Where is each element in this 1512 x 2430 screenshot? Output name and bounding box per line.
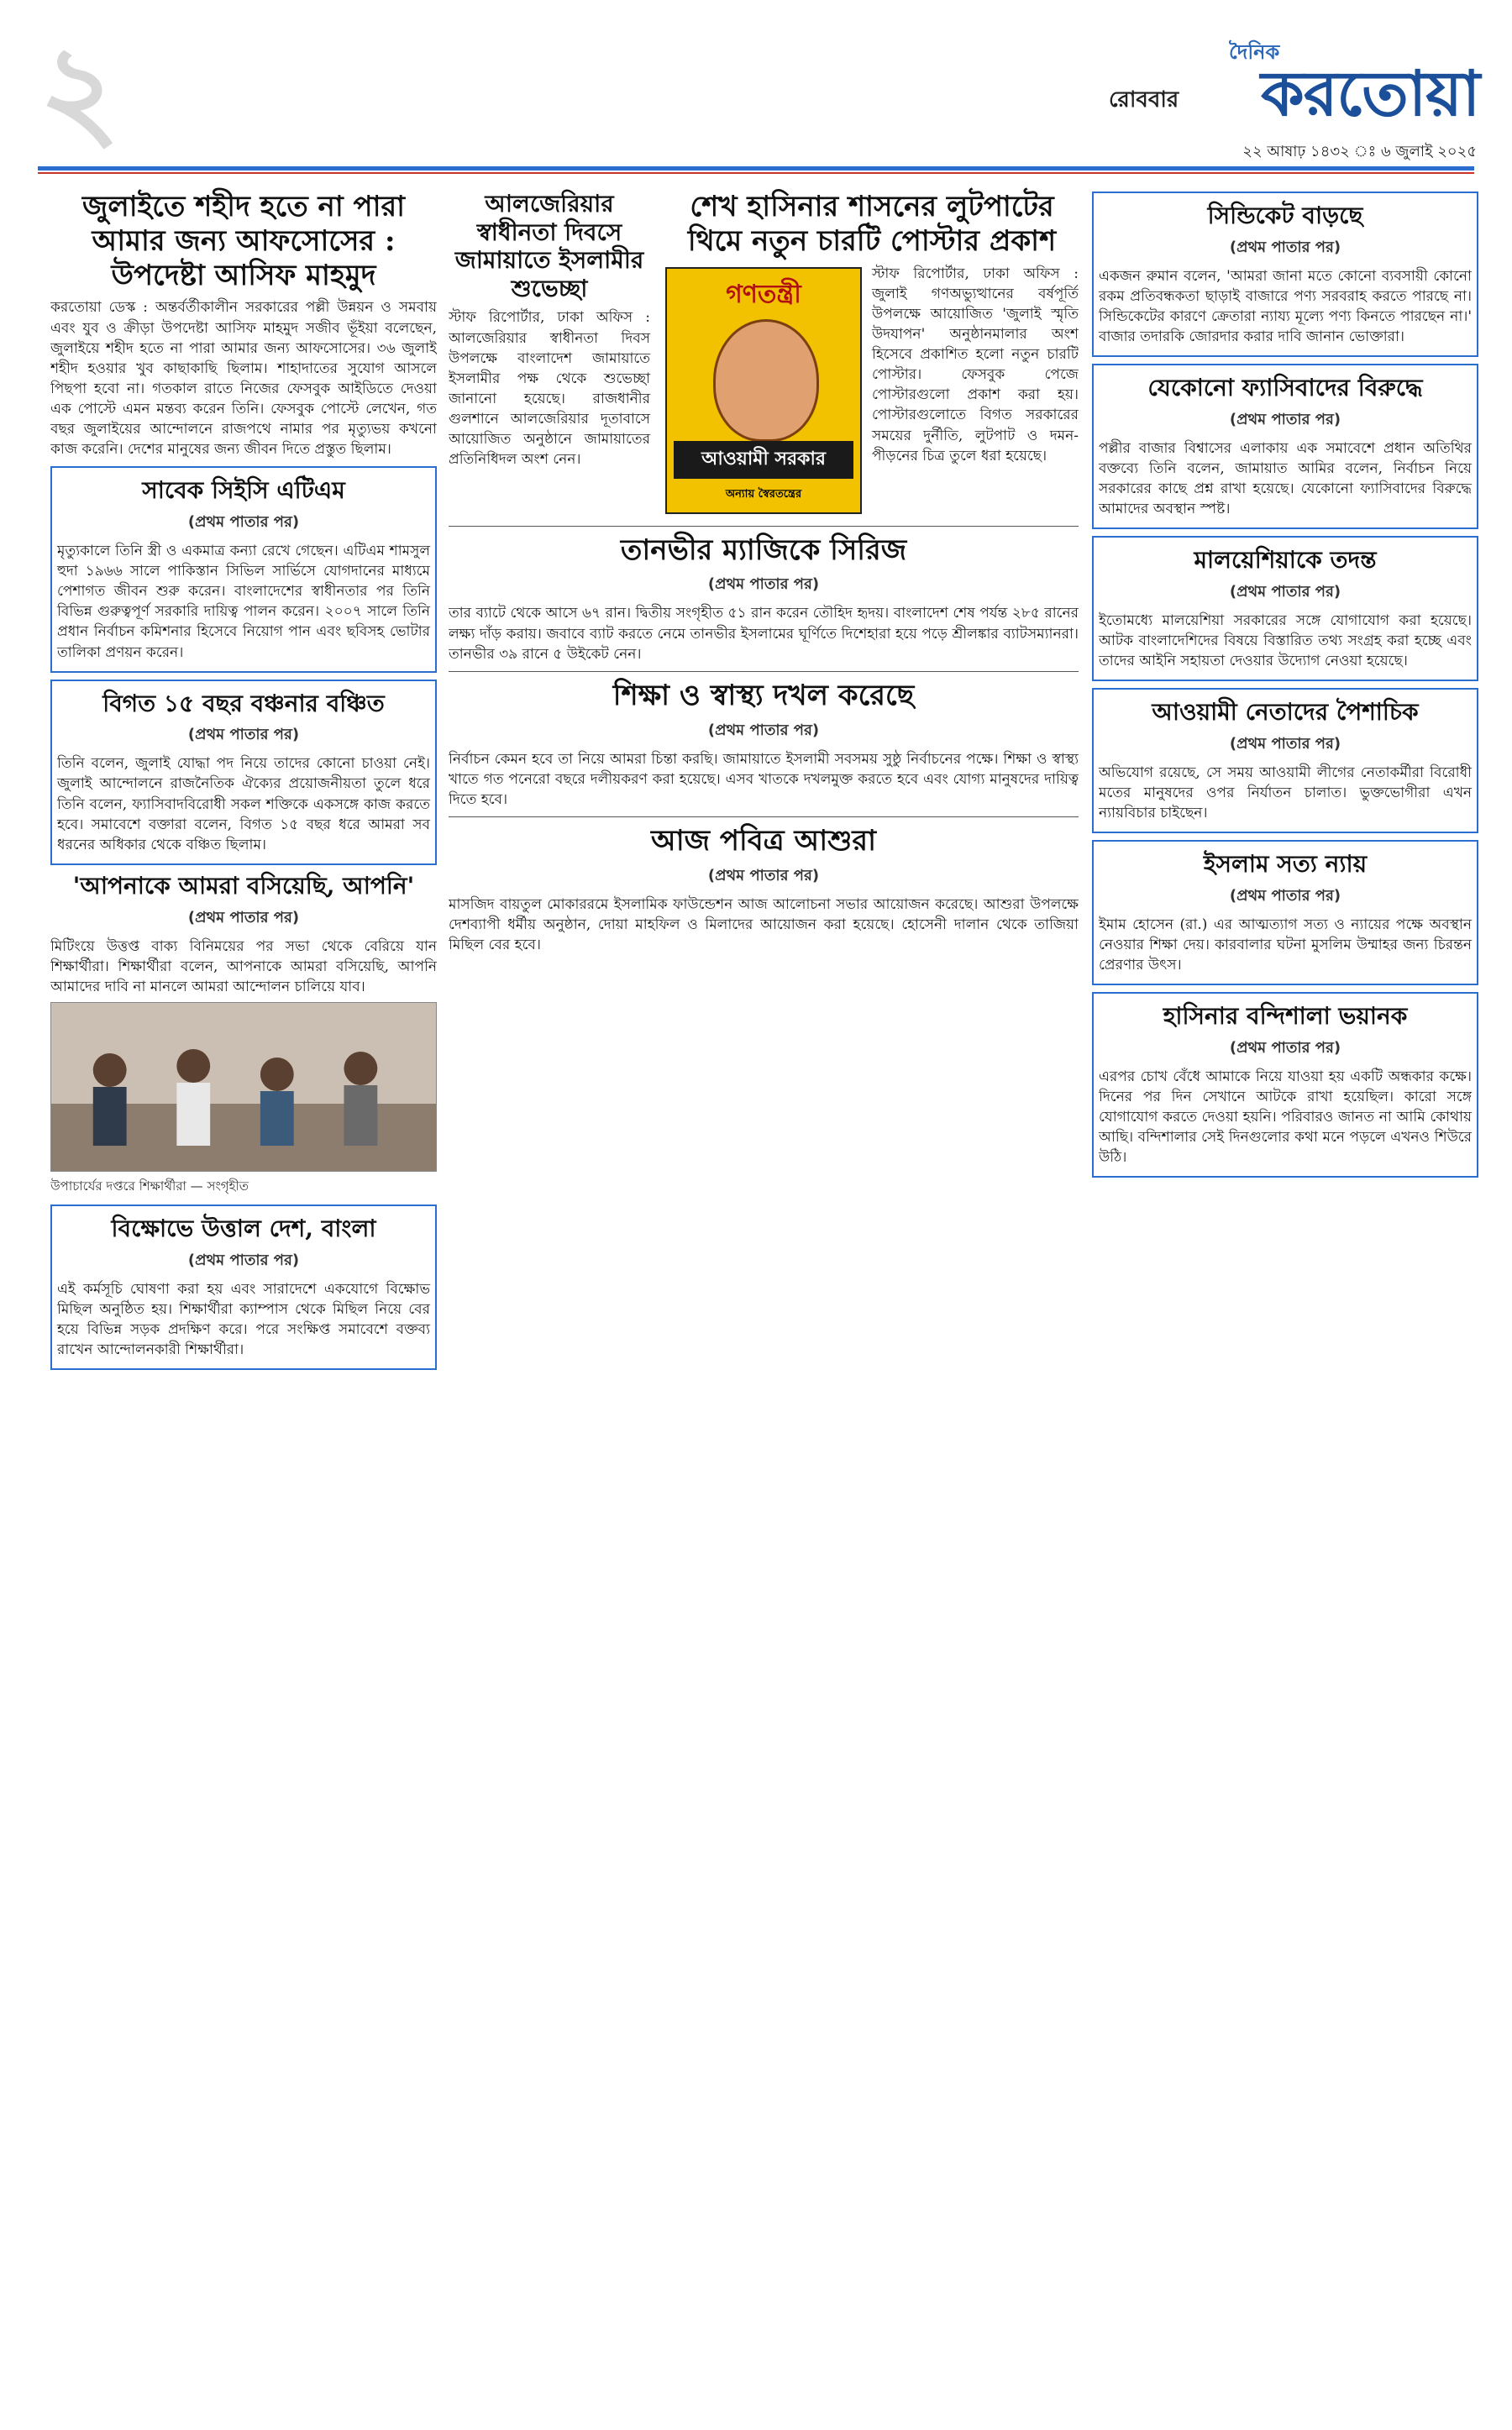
poster-image [665,267,862,514]
headline-shikkha: শিক্ষা ও স্বাস্থ্য দখল করেছে [612,678,915,712]
logo-small-text: দৈনিক [1229,40,1280,64]
students-photo [50,1002,437,1172]
newspaper-logo [1222,35,1480,130]
story-posters [665,185,1079,519]
jump-apnake: (প্রথম পাতার পর) [187,908,300,926]
body-syndicate: একজন রুমান বলেন, 'আমরা জানা মতে কোনো ব্যবসায়ী কোনো রকম প্রতিবন্ধকতা ছাড়াই বাজারে পণ্য সরবরাহ করতে পারছে না। সিন্ডিকেটের কারণে ক্রেতারা ন্যায্য মূল্যে পণ্য কিনতে পারছেন না।' বাজার তদারকি জোরদার করার দাবি জানান ভোক্তারা। [1099,267,1472,345]
body-algeria: স্টাফ রিপোর্টার, ঢাকা অফিস : আলজেরিয়ার স্বাধীনতা দিবস উপলক্ষে বাংলাদেশ জামায়াতে ইসলামীর পক্ষ থেকে শুভেচ্ছা জানানো হয়েছে। রাজধানীর গুলশানে আলজেরিয়ার দূতাবাসে আয়োজিত অনুষ্ঠানে জামায়াতের প্রতিনিধিদল অংশ নেন। [449,309,650,469]
poster-caption: অন্যায় স্বৈরতন্ত্রের [725,487,802,501]
logo-big-text: করতোয়া [1261,58,1480,130]
jump-ashura: (প্রথম পাতার পর) [707,866,820,884]
headline-fascism: যেকোনো ফ্যাসিবাদের বিরুদ্ধে [1147,374,1423,402]
photo-illustration [51,1003,436,1171]
story-box-ceci [50,466,437,672]
jump-ceci: (প্রথম পাতার পর) [187,512,300,531]
headline-malaysia: মালয়েশিয়াকে তদন্ত [1194,546,1377,575]
story-box-syndicate [1092,192,1478,357]
headline-posters: শেখ হাসিনার শাসনের লুটপাটের থিমে নতুন চারটি পোস্টার প্রকাশ [687,190,1057,258]
jump-fascism: (প্রথম পাতার পর) [1229,410,1341,428]
story-box-islam [1092,840,1478,985]
middle-top-row [449,185,1079,519]
body-awami: অভিযোগ রয়েছে, সে সময় আওয়ামী লীগের নেতাকর্মীরা বিরোধী মতের মানুষদের ওপর নির্যাতন চালাত। ভুক্তভোগীরা এখন ন্যায়বিচার চাইছেন। [1099,764,1472,821]
jump-malaysia: (প্রথম পাতার পর) [1229,582,1341,601]
jump-tanvir: (প্রথম পাতার পর) [707,575,820,594]
poster-banner: আওয়ামী সরকার [674,441,853,479]
jump-bondishala: (প্রথম পাতার পর) [1229,1038,1341,1057]
poster-face [713,319,819,442]
divider [449,816,1079,817]
story-box-bikkhobh [50,1205,437,1370]
story-box-15yrs [50,680,437,865]
headline-islam: ইসলাম সত্য ন্যায় [1203,850,1368,879]
headline-ashura: আজ পবিত্র আশুরা [651,823,876,858]
story-box-awami [1092,688,1478,833]
headline-15yrs: বিগত ১৫ বছর বঞ্চনার বঞ্চিত [102,689,385,717]
column-left [50,185,437,2394]
divider [449,671,1079,672]
masthead-rule-red [38,172,1474,174]
body-bondishala: এরপর চোখ বেঁধে আমাকে নিয়ে যাওয়া হয় একটি অন্ধকার কক্ষে। দিনের পর দিন সেখানে আটকে রাখা হয়েছিল। কারো সঙ্গে যোগাযোগ করতে দেওয়া হয়নি। পরিবারও জানত না আমি কোথায় আছি। বন্দিশালার সেই দিনগুলোর কথা মনে পড়লে এখনও শিউরে উঠি। [1099,1068,1472,1167]
divider [449,526,1079,527]
body-shikkha: নির্বাচন কেমন হবে তা নিয়ে আমরা চিন্তা করছি। জামায়াতে ইসলামী সবসময় সুষ্ঠু নির্বাচনের পক্ষে। শিক্ষা ও স্বাস্থ্য খাতে গত পনেরো বছরে দলীয়করণ করা হয়েছে। এসব খাতকে দখলমুক্ত করতে হবে এবং যোগ্য মানুষদের দায়িত্ব দিতে হবে। [449,750,1079,808]
headline-ceci: সাবেক সিইসি এটিএম [142,476,345,505]
column-right [1092,185,1478,2394]
body-asif: করতোয়া ডেস্ক : অন্তর্বর্তীকালীন সরকারের পল্লী উন্নয়ন ও সমবায় এবং যুব ও ক্রীড়া উপদেষ্টা আসিফ মাহমুদ সজীব ভূঁইয়া বলেছেন, জুলাইয়ে শহীদ হতে না পারা আমার জন্য আফসোসের। ৩৬ জুলাই শহীদ হওয়ার খুব কাছাকাছি ছিলাম। শাহাদাতের সুযোগ আসলে পিছপা হবো না। গতকাল রাতে নিজের ফেসবুক আইডিতে দেওয়া এক পোস্টে এমন মন্তব্য করেন তিনি। ফেসবুক পোস্টে লেখেন, গত বছর জুলাইয়ের আন্দোলনে রাজপথে নামার পর মৃত্যুভয় কখনো কাজ করেনি। দেশের মানুষের জন্য জীবন দিতে প্রস্তুত ছিলাম। [50,299,437,459]
issue-date: ২২ আষাঢ় ১৪৩২ ঃ ৬ জুলাই ২০২৫ [1242,143,1477,160]
body-apnake: মিটিংয়ে উত্তপ্ত বাক্য বিনিময়ের পর সভা থেকে বেরিয়ে যান শিক্ষার্থীরা। শিক্ষার্থীরা বলেন, আপনাকে আমরা বসিয়েছি, আপনি আমাদের দাবি না মানলে আমরা আন্দোলন চালিয়ে যাব। [50,937,437,995]
body-ceci: মৃত্যুকালে তিনি স্ত্রী ও একমাত্র কন্যা রেখে গেছেন। এটিএম শামসুল হুদা ১৯৬৬ সালে পাকিস্তান সিভিল সার্ভিসে যোগদানের মাধ্যমে পেশাগত জীবন শুরু করেন। বাংলাদেশের স্বাধীনতার পর তিনি বিভিন্ন গুরুত্বপূর্ণ সরকারি দায়িত্ব পালন করেন। ২০০৭ সালে তিনি প্রধান নির্বাচন কমিশনার হিসেবে নিয়োগ পান এবং ছবিসহ ভোটার তালিকা প্রণয়ন করেন। [57,542,430,661]
body-tanvir: তার ব্যাটে থেকে আসে ৬৭ রান। দ্বিতীয় সংগৃহীত ৫১ রান করেন তৌহিদ হৃদয়। বাংলাদেশ শেষ পর্যন্ত ২৮৫ রানের লক্ষ্য দাঁড় করায়। জবাবে ব্যাট করতে নেমে তানভীর ইসলামের ঘূর্ণিতে দিশেহারা হয়ে পড়ে শ্রীলঙ্কার ব্যাটসম্যানরা। তানভীর ৩৯ রানে ৫ উইকেট নেন। [449,605,1079,663]
weekday: রোববার [1109,87,1179,113]
story-box-malaysia [1092,536,1478,681]
story-algeria [449,185,650,519]
photo-credit: সংগৃহীত [207,1178,249,1194]
jump-shikkha: (প্রথম পাতার পর) [707,721,820,739]
page-number: ২ [39,18,121,165]
jump-awami: (প্রথম পাতার পর) [1229,734,1341,753]
headline-apnake: 'আপনাকে আমরা বসিয়েছি, আপনি' [72,871,415,900]
masthead-rule-blue [38,166,1474,171]
headline-syndicate: সিন্ডিকেট বাড়ছে [1207,202,1363,229]
photo-caption-sub: উপাচার্যের দপ্তরে শিক্ষার্থীরা [50,1178,186,1194]
body-ashura: মাসজিদ বায়তুল মোকাররমে ইসলামিক ফাউন্ডেশন আজ আলোচনা সভার আয়োজন করেছে। আশুরা উপলক্ষে দেশব্যাপী ধর্মীয় অনুষ্ঠান, দোয়া মাহফিল ও মিলাদের আয়োজন করা হয়েছে। হোসেনী দালান থেকে তাজিয়া মিছিল বের হবে। [449,895,1079,953]
body-fascism: পল্লীর বাজার বিশ্বাসের এলাকায় এক সমাবেশে প্রধান অতিথির বক্তব্যে তিনি বলেন, জামায়াত আমির বলেন, নির্বাচন নিয়ে সরকারের কাছে প্রশ্ন রাখা হয়েছে। যেকোনো ফ্যাসিবাদের বিরুদ্ধে আমাদের অবস্থান স্পষ্ট। [1099,439,1472,518]
body-15yrs: তিনি বলেন, জুলাই যোদ্ধা পদ নিয়ে তাদের কোনো চাওয়া নেই। জুলাই আন্দোলনে রাজনৈতিক ঐক্যের প্রয়োজনীয়তা তুলে ধরে তিনি বলেন, ফ্যাসিবাদবিরোধী সকল শক্তিকে একসঙ্গে কাজ করতে হবে। সমাবেশে বক্তারা বলেন, বিগত ১৫ বছর ধরে আমরা সব ধরনের অধিকার থেকে বঞ্চিত ছিলাম। [57,755,430,853]
headline-awami: আওয়ামী নেতাদের পৈশাচিক [1152,698,1419,727]
body-malaysia: ইতোমধ্যে মালয়েশিয়া সরকারের সঙ্গে যোগাযোগ করা হয়েছে। আটক বাংলাদেশিদের বিষয়ে বিস্তারিত তথ্য সংগ্রহ করা হচ্ছে এবং তাদের আইনি সহায়তা দেওয়ার উদ্যোগ নেওয়া হয়েছে। [1099,611,1472,670]
headline-asif: জুলাইতে শহীদ হতে না পারা আমার জন্য আফসোসের : উপদেষ্টা আসিফ মাহমুদ [81,190,406,292]
jump-bikkhobh: (প্রথম পাতার পর) [187,1251,300,1269]
headline-bikkhobh: বিক্ষোভে উত্তাল দেশ, বাংলা [111,1214,376,1242]
jump-syndicate: (প্রথম পাতার পর) [1229,238,1341,256]
jump-islam: (প্রথম পাতার পর) [1229,886,1341,905]
body-islam: ইমাম হোসেন (রা.) এর আত্মত্যাগ সত্য ও ন্যায়ের পক্ষে অবস্থান নেওয়ার শিক্ষা দেয়। কারবালার ঘটনা মুসলিম উম্মাহর জন্য চিরন্তন প্রেরণার উৎস। [1099,916,1472,974]
headline-tanvir: তানভীর ম্যাজিকে সিরিজ [620,533,907,567]
body-posters: স্টাফ রিপোর্টার, ঢাকা অফিস : জুলাই গণঅভ্যুত্থানের বর্ষপূর্তি উপলক্ষে আয়োজিত 'জুলাই স্মৃতি উদযাপন' অনুষ্ঠানমালার অংশ হিসেবে প্রকাশিত হলো নতুন চারটি পোস্টার। ফেসবুক পেজে পোস্টারগুলো প্রকাশ করা হয়। পোস্টারগুলোতে বিগত সরকারের সময়ের দুর্নীতি, লুটপাট ও দমন-পীড়নের চিত্র তুলে ধরা হয়েছে। [872,265,1079,464]
column-middle [449,185,1079,2394]
photo-caption: উপাচার্যের দপ্তরে শিক্ষার্থীরা — সংগৃহীত [50,1178,249,1194]
body-bikkhobh: এই কর্মসূচি ঘোষণা করা হয় এবং সারাদেশে একযোগে বিক্ষোভ মিছিল অনুষ্ঠিত হয়। শিক্ষার্থীরা ক্যাম্পাস থেকে মিছিল নিয়ে বের হয়ে বিভিন্ন সড়ক প্রদক্ষিণ করে। পরে সংক্ষিপ্ত সমাবেশে বক্তব্য রাখেন আন্দোলনকারী শিক্ষার্থীরা। [57,1280,430,1358]
story-box-bondishala [1092,992,1478,1178]
story-box-fascism [1092,364,1478,529]
jump-15yrs: (প্রথম পাতার পর) [187,726,300,744]
headline-algeria: আলজেরিয়ার স্বাধীনতা দিবসে জামায়াতে ইসলামীর শুভেচ্ছা [454,190,644,302]
poster-title: গণতন্ত্রী [726,279,801,309]
headline-bondishala: হাসিনার বন্দিশালা ভয়ানক [1163,1002,1408,1031]
masthead [0,0,1512,183]
